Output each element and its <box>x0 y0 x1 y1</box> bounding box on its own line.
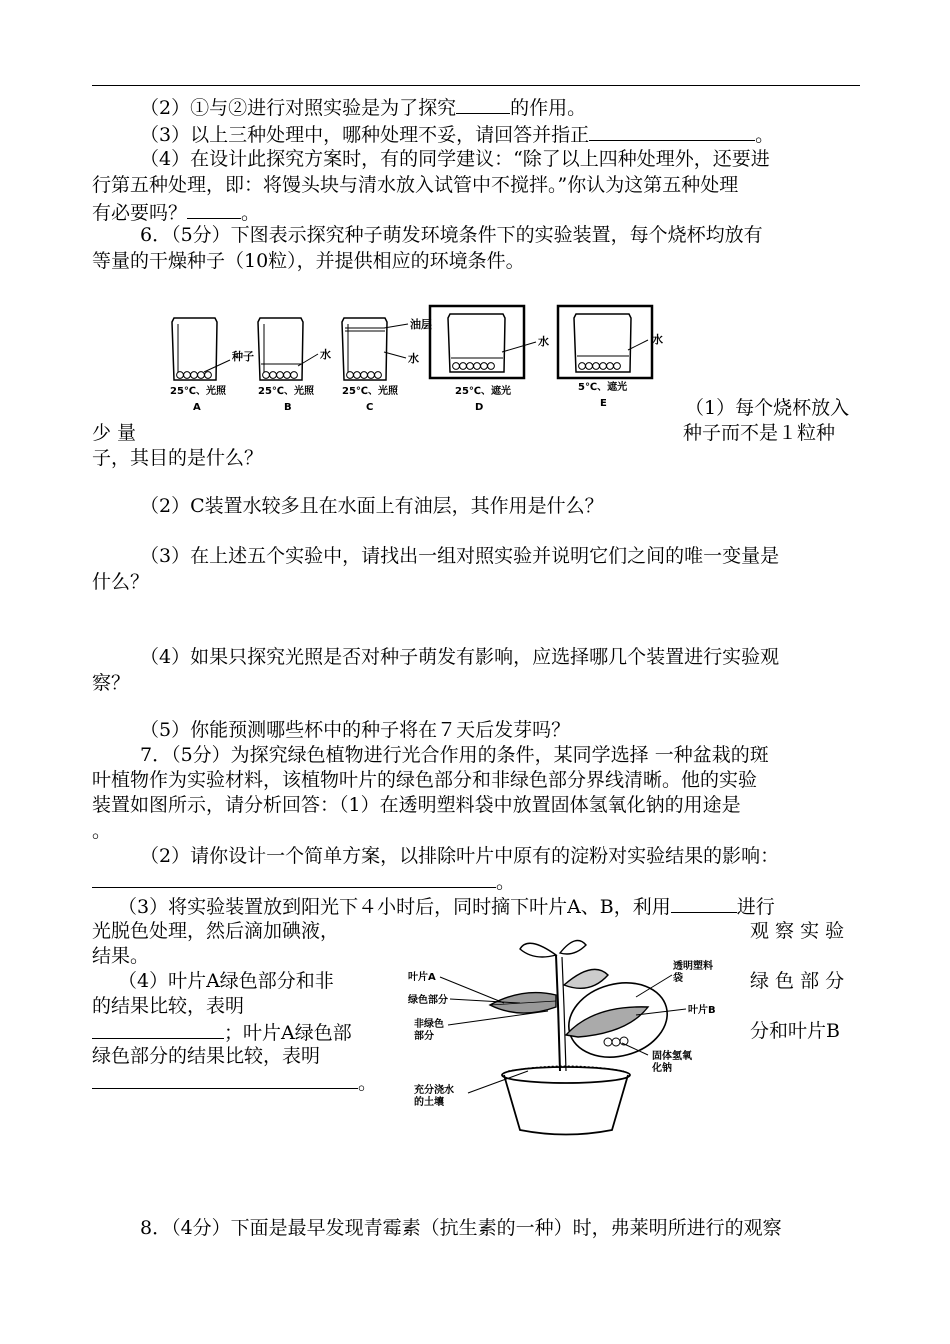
flower-pot <box>502 1066 630 1135</box>
svg-text:C: C <box>366 402 374 413</box>
q7-sub2: （2）请你设计一个简单方案，以排除叶片中原有的淀粉对实验结果的影响： <box>140 845 780 867</box>
q5-line-3: （3）以上三种处理中，哪种处理不妥，请回答并指正 。 <box>140 120 774 148</box>
svg-text:叶片B: 叶片B <box>688 1005 716 1016</box>
svg-text:袋: 袋 <box>673 973 683 984</box>
q7-sub3-c-left: 光脱色处理，然后滴加碘液， <box>92 920 340 942</box>
potted-plant-figure <box>408 925 728 1145</box>
q7-sub4-d: 绿色部分的结果比较，表明 <box>92 1045 321 1067</box>
q6-sub1-b-right: 种子而不是１粒种 <box>683 422 836 444</box>
svg-text:25℃、光照: 25℃、光照 <box>342 386 399 397</box>
q7-intro-1: 7．（5分）为探究绿色植物进行光合作用的条件，某同学选择 一种盆栽的斑 <box>140 744 769 766</box>
svg-text:油层: 油层 <box>410 318 432 331</box>
answer-blank[interactable] <box>589 120 755 141</box>
q6-sub5: （5）你能预测哪些杯中的种子将在７天后发芽吗？ <box>140 719 571 741</box>
svg-text:水: 水 <box>408 352 419 365</box>
svg-text:绿色部分: 绿色部分 <box>408 995 448 1006</box>
svg-text:25℃、光照: 25℃、光照 <box>258 386 315 397</box>
svg-text:水: 水 <box>320 348 331 361</box>
svg-text:充分浇水: 充分浇水 <box>414 1085 454 1096</box>
q7-intro-3: 装置如图所示，请分析回答：（1）在透明塑料袋中放置固体氢氧化钠的用途是 <box>92 794 741 816</box>
q7-sub4-a-right: 绿 色 部 分 <box>750 970 845 992</box>
q7-sub2-answer: 。 <box>92 867 515 895</box>
svg-text:25℃、光照: 25℃、光照 <box>170 386 227 397</box>
beaker-d <box>430 306 549 413</box>
q6-sub3-b: 什么？ <box>92 571 150 593</box>
q6-intro-1: 6．（5分）下图表示探究种子萌发环境条件下的实验装置，每个烧杯均放有 <box>140 224 763 246</box>
q7-intro-2: 叶植物作为实验材料，该植物叶片的绿色部分和非绿色部分界线清晰。他的实验 <box>92 769 758 791</box>
seed-germination-beakers-figure <box>160 300 680 415</box>
q5-line-4a: （4）在设计此探究方案时，有的同学建议：“除了以上四种处理外，还要进 <box>140 148 770 170</box>
beaker-e <box>558 306 663 409</box>
svg-text:E: E <box>600 398 607 409</box>
q7-sub3-c-right: 观 察 实 验 <box>750 920 845 942</box>
q6-intro-2: 等量的干燥种子（10粒），并提供相应的环境条件。 <box>92 250 525 272</box>
svg-text:部分: 部分 <box>414 1031 434 1042</box>
answer-blank[interactable] <box>671 892 737 913</box>
answer-blank[interactable] <box>92 1068 358 1089</box>
q6-sub3-a: （3）在上述五个实验中，请找出一组对照实验并说明它们之间的唯一变量是 <box>140 545 780 567</box>
header-rule <box>92 85 860 86</box>
q5-line-4b: 行第五种处理，即：将馒头块与清水放入试管中不搅拌。”你认为这第五种处理 <box>92 174 739 196</box>
beaker-c <box>342 317 432 413</box>
beaker-a <box>170 318 254 413</box>
q8-intro: 8．（4分）下面是最早发现青霉素（抗生素的一种）时，弗莱明所进行的观察 <box>140 1217 782 1239</box>
svg-text:化钠: 化钠 <box>652 1063 672 1074</box>
answer-blank[interactable] <box>187 198 241 219</box>
q7-sub4-a-left: （4）叶片A绿色部分和非 <box>118 970 334 992</box>
answer-blank[interactable] <box>92 867 496 888</box>
svg-text:的土壤: 的土壤 <box>414 1097 444 1108</box>
q5-line-2: （2）①与②进行对照实验是为了探究 的作用。 <box>140 93 586 121</box>
q7-sub4-e: 。 <box>92 1068 377 1096</box>
svg-text:A: A <box>193 402 201 413</box>
svg-text:透明塑料: 透明塑料 <box>673 961 713 972</box>
q7-intro-4: 。 <box>92 820 112 842</box>
answer-blank[interactable] <box>92 1018 224 1039</box>
svg-text:水: 水 <box>538 335 549 348</box>
q7-sub3-a: （3）将实验装置放到阳光下４小时后，同时摘下叶片A、B，利用 进行 <box>118 892 775 920</box>
q6-sub1-a: （1）每个烧杯放入 <box>685 397 850 419</box>
q6-sub4-a: （4）如果只探究光照是否对种子萌发有影响，应选择哪几个装置进行实验观 <box>140 646 780 668</box>
answer-blank[interactable] <box>456 93 510 114</box>
q6-sub1-b-left: 少 量 <box>92 422 137 444</box>
svg-text:D: D <box>475 402 484 413</box>
q6-sub4-b: 察？ <box>92 672 131 694</box>
q6-sub1-c: 子，其目的是什么？ <box>92 447 264 469</box>
q7-sub4-c-right: 分和叶片B <box>750 1020 840 1042</box>
q6-sub2: （2）C装置水较多且在水面上有油层，其作用是什么？ <box>140 495 604 517</box>
svg-text:水: 水 <box>652 333 663 346</box>
q7-sub4-b: 的结果比较，表明 <box>92 995 245 1017</box>
svg-text:25℃、遮光: 25℃、遮光 <box>455 386 512 397</box>
svg-text:种子: 种子 <box>232 350 254 363</box>
q7-sub4-c: ；叶片A绿色部 <box>92 1018 352 1046</box>
beaker-b <box>258 318 331 413</box>
q7-sub3-d: 结果。 <box>92 945 150 967</box>
svg-text:固体氢氧: 固体氢氧 <box>652 1051 692 1062</box>
q5-line-4c: 有必要吗？ 。 <box>92 198 260 226</box>
svg-text:B: B <box>284 402 292 413</box>
svg-text:非绿色: 非绿色 <box>414 1019 444 1030</box>
svg-text:叶片A: 叶片A <box>408 972 436 983</box>
svg-text:5℃、遮光: 5℃、遮光 <box>578 382 628 393</box>
